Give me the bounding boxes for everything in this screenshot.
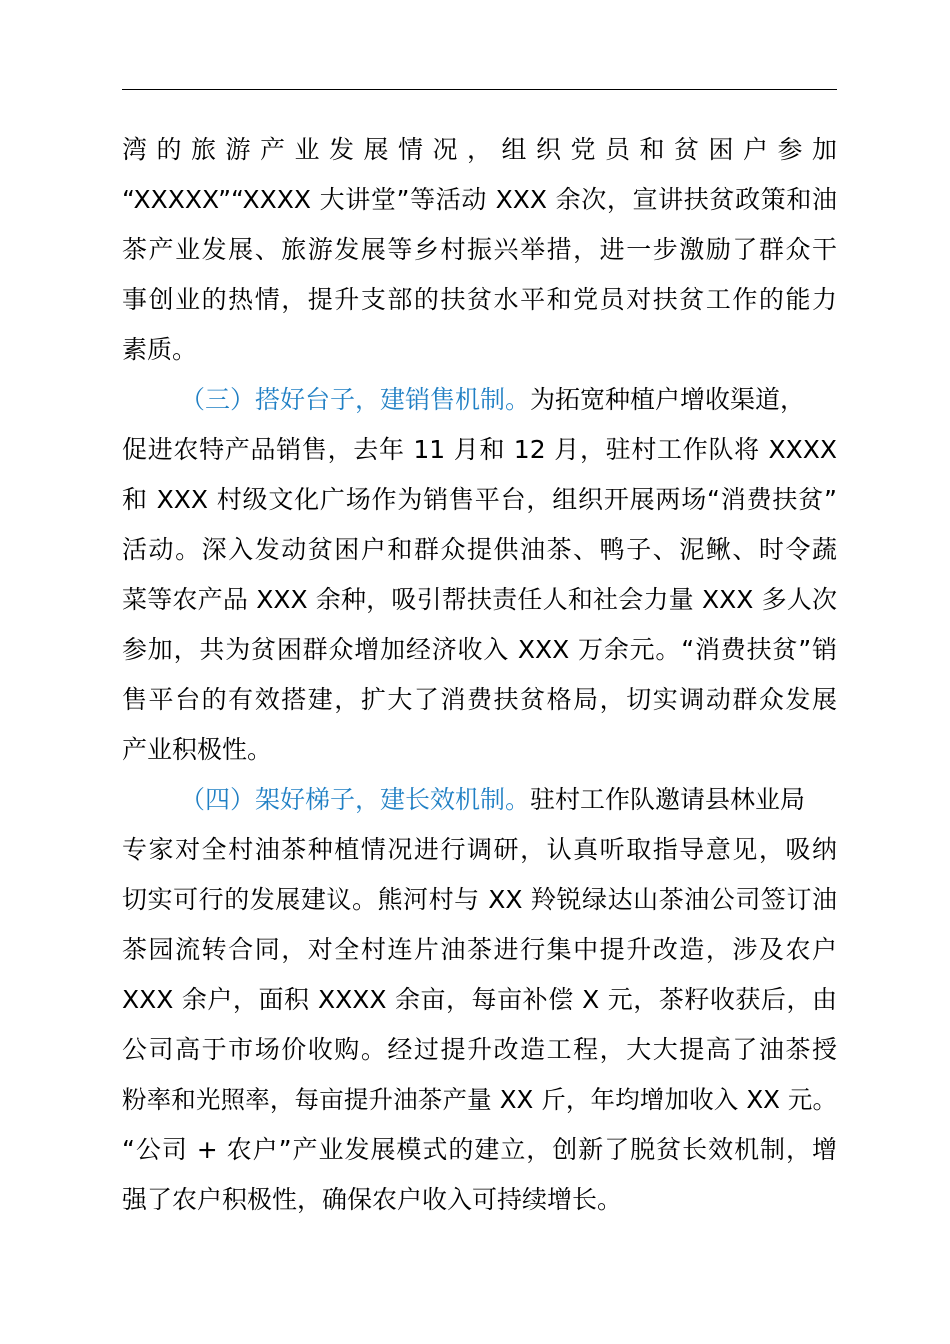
section-3-line-2: 促进农特产品销售，去年 11 月和 12 月，驻村工作队将 XXXX	[122, 435, 837, 464]
section-4-first-line	[180, 780, 837, 820]
section-4-heading: （四）架好梯子，建长效机制。	[180, 785, 531, 814]
section-3-line-7: 售平台的有效搭建，扩大了消费扶贫格局，切实调动群众发展	[122, 685, 837, 714]
paragraph-1-line-5: 素质。	[122, 335, 198, 364]
section-4-line-9: 强了农户积极性，确保农户收入可持续增长。	[122, 1185, 623, 1214]
section-4-line-4: 茶园流转合同，对全村连片油茶进行集中提升改造，涉及农户	[122, 935, 837, 964]
paragraph-1-line-3: 茶产业发展、旅游发展等乡村振兴举措，进一步激励了群众干	[122, 235, 837, 264]
paragraph-1-line-2: “XXXXX”“XXXX 大讲堂”等活动 XXX 余次，宣讲扶贫政策和油	[122, 185, 837, 214]
section-4-line-8: “公司 + 农户”产业发展模式的建立，创新了脱贫长效机制，增	[122, 1135, 837, 1164]
section-4-line-5: XXX 余户，面积 XXXX 余亩，每亩补偿 X 元，茶籽收获后，由	[122, 985, 837, 1014]
section-3-first-line	[180, 380, 837, 420]
paragraph-1-line-4: 事创业的热情，提升支部的扶贫水平和党员对扶贫工作的能力	[122, 285, 837, 314]
section-3-line-5: 菜等农产品 XXX 余种，吸引帮扶责任人和社会力量 XXX 多人次	[122, 585, 837, 614]
section-3-first-line-text: 为拓宽种植户增收渠道，	[530, 385, 806, 414]
section-3-line-8: 产业积极性。	[122, 735, 273, 764]
section-4-line-7: 粉率和光照率，每亩提升油茶产量 XX 斤，年均增加收入 XX 元。	[122, 1085, 837, 1114]
header-rule	[122, 89, 837, 90]
section-3-line-3: 和 XXX 村级文化广场作为销售平台，组织开展两场“消费扶贫”	[122, 485, 837, 514]
section-3-heading: （三）搭好台子，建销售机制。	[180, 385, 531, 414]
section-4-line-2: 专家对全村油茶种植情况进行调研，认真听取指导意见，吸纳	[122, 835, 837, 864]
section-4-line-6: 公司高于市场价收购。经过提升改造工程，大大提高了油茶授	[122, 1035, 837, 1064]
section-4-first-line-text: 驻村工作队邀请县林业局	[530, 785, 806, 814]
section-3-line-6: 参加，共为贫困群众增加经济收入 XXX 万余元。“消费扶贫”销	[122, 635, 837, 664]
section-4-line-3: 切实可行的发展建议。熊河村与 XX 羚锐绿达山茶油公司签订油	[122, 885, 837, 914]
paragraph-1-line-1: 湾的旅游产业发展情况，组织党员和贫困户参加	[122, 135, 837, 164]
section-3-line-4: 活动。深入发动贫困户和群众提供油茶、鸭子、泥鳅、时令蔬	[122, 535, 837, 564]
